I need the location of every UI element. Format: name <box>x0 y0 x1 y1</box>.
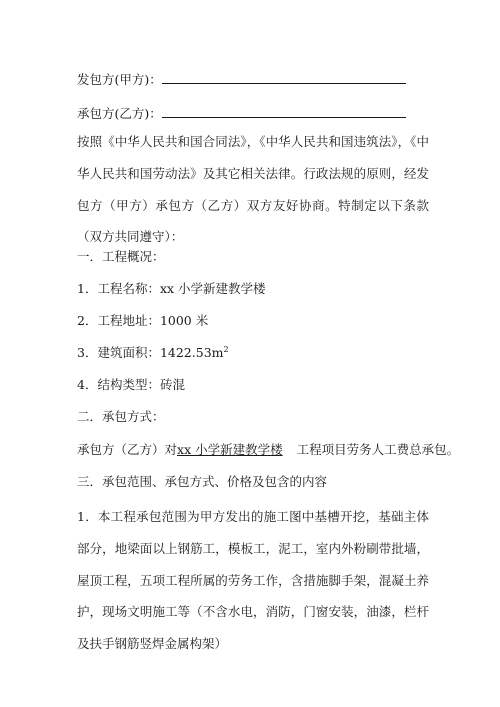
section1-item-area <box>77 345 229 361</box>
section3-paragraph: 1．本工程承包范围为甲方发出的施工图中基槽开挖，基础主体部分，地梁面以上钢筋工，模板工，泥工，室内外粉刷带批墙，屋顶工程，五项工程所属的劳务工作，含措施脚手架，混凝土养护，现场文明施工等（不含水电，消防，门窗安装，油漆，栏杆及扶手钢筋竖焊金属构架） <box>77 509 429 652</box>
party-a-line <box>77 71 406 88</box>
section1-heading: 一．工程概况： <box>77 249 165 264</box>
section3-heading: 三．承包范围、承包方式、价格及包含的内容 <box>77 474 328 489</box>
section1-item-name: 1．工程名称：xx 小学新建教学楼 <box>77 281 266 296</box>
party-b-blank <box>162 105 406 118</box>
area-superscript: 2 <box>223 344 229 354</box>
section2-project-name: xx 小学新建教学楼 <box>177 442 283 457</box>
area-text: 3．建筑面积：1422.53m <box>77 345 224 360</box>
party-b-line <box>77 105 406 122</box>
party-b-label: 承包方(乙方)： <box>77 106 162 121</box>
section2-suffix: 工程项目劳务人工费总承包。 <box>296 442 460 457</box>
party-a-label: 发包方(甲方)： <box>77 72 162 87</box>
section1-item-structure: 4．结构类型：砖混 <box>77 377 185 392</box>
party-a-blank <box>162 71 406 84</box>
intro-paragraph: 按照《中华人民共和国合同法》，《中华人民共和国违筑法》，《中华人民共和国劳动法》及其它相关法律。行政法规的原则，经发包方（甲方）承包方（乙方）双方友好协商。特制定以下条款（双方共同遵守）： <box>77 134 429 245</box>
section1-item-address: 2．工程地址：1000 米 <box>77 313 209 328</box>
section2-body <box>77 442 459 458</box>
section2-heading: 二．承包方式： <box>77 409 165 424</box>
section2-prefix: 承包方（乙方）对 <box>77 442 178 457</box>
